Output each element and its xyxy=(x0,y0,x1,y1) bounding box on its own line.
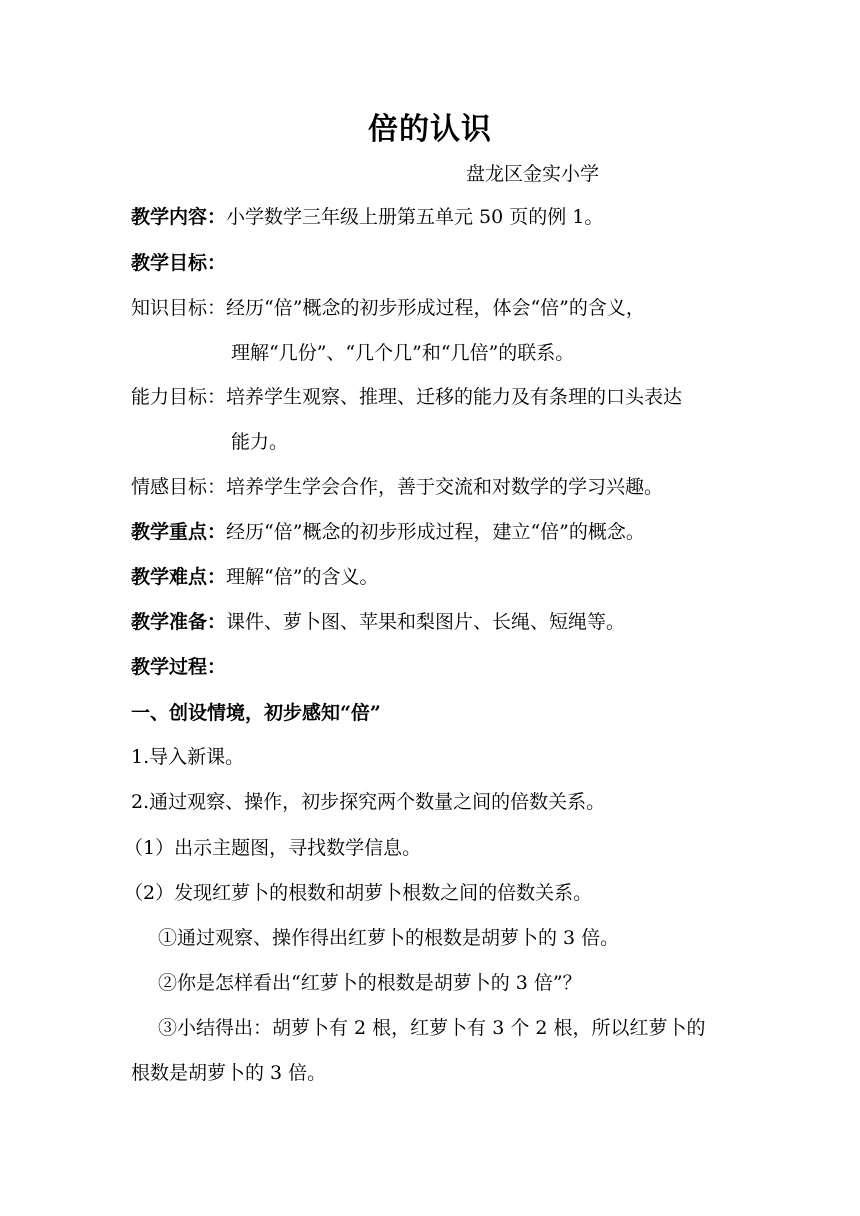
teaching-content-text: 小学数学三年级上册第五单元 50 页的例 1。 xyxy=(226,206,604,228)
key-point-row xyxy=(131,518,645,546)
section-one-heading: 一、创设情境，初步感知“倍” xyxy=(131,702,381,724)
sub-item-1: （1）出示主题图，寻找数学信息。 xyxy=(124,837,422,859)
knowledge-objective-text: 经历“倍”概念的初步形成过程，体会“倍”的含义， xyxy=(226,297,645,319)
emotion-objective-row xyxy=(131,473,663,501)
ability-objective-label: 能力目标： xyxy=(131,386,227,408)
school-name: 盘龙区金实小学 xyxy=(466,163,600,185)
teaching-objectives-label: 教学目标： xyxy=(131,252,227,274)
knowledge-objective-continuation: 理解“几份”、“几个几”和“几倍”的联系。 xyxy=(231,342,575,364)
point-3-continuation: 根数是胡萝卜的 3 倍。 xyxy=(131,1062,327,1084)
preparation-text: 课件、萝卜图、苹果和梨图片、长绳、短绳等。 xyxy=(226,611,626,633)
point-2: ②你是怎样看出“红萝卜的根数是胡萝卜的 3 倍”？ xyxy=(158,972,582,994)
knowledge-objective-label: 知识目标： xyxy=(131,297,227,319)
ability-objective-text: 培养学生观察、推理、迁移的能力及有条理的口头表达 xyxy=(226,386,683,408)
knowledge-objective-row xyxy=(131,294,645,322)
sub-item-2: （2）发现红萝卜的根数和胡萝卜根数之间的倍数关系。 xyxy=(124,882,593,904)
key-point-label: 教学重点： xyxy=(131,521,227,543)
teaching-content-row xyxy=(131,203,603,231)
difficulty-row xyxy=(131,563,378,591)
difficulty-label: 教学难点： xyxy=(131,566,227,588)
process-label: 教学过程： xyxy=(131,656,227,678)
preparation-row xyxy=(131,608,625,636)
process-row xyxy=(131,653,226,681)
teaching-objectives-row xyxy=(131,249,226,277)
difficulty-text: 理解“倍”的含义。 xyxy=(226,566,379,588)
emotion-objective-text: 培养学生学会合作，善于交流和对数学的学习兴趣。 xyxy=(226,476,664,498)
point-3: ③小结得出：胡萝卜有 2 根，红萝卜有 3 个 2 根，所以红萝卜的 xyxy=(158,1017,706,1039)
item-2: 2.通过观察、操作，初步探究两个数量之间的倍数关系。 xyxy=(131,791,606,813)
ability-objective-row xyxy=(131,383,682,411)
key-point-text: 经历“倍”概念的初步形成过程，建立“倍”的概念。 xyxy=(226,521,645,543)
preparation-label: 教学准备： xyxy=(131,611,227,633)
ability-objective-continuation: 能力。 xyxy=(231,431,289,453)
teaching-content-label: 教学内容： xyxy=(131,206,227,228)
item-1: 1.导入新课。 xyxy=(131,746,245,768)
emotion-objective-label: 情感目标： xyxy=(131,476,227,498)
point-1: ①通过观察、操作得出红萝卜的根数是胡萝卜的 3 倍。 xyxy=(158,927,620,949)
document-title: 倍的认识 xyxy=(368,112,492,147)
